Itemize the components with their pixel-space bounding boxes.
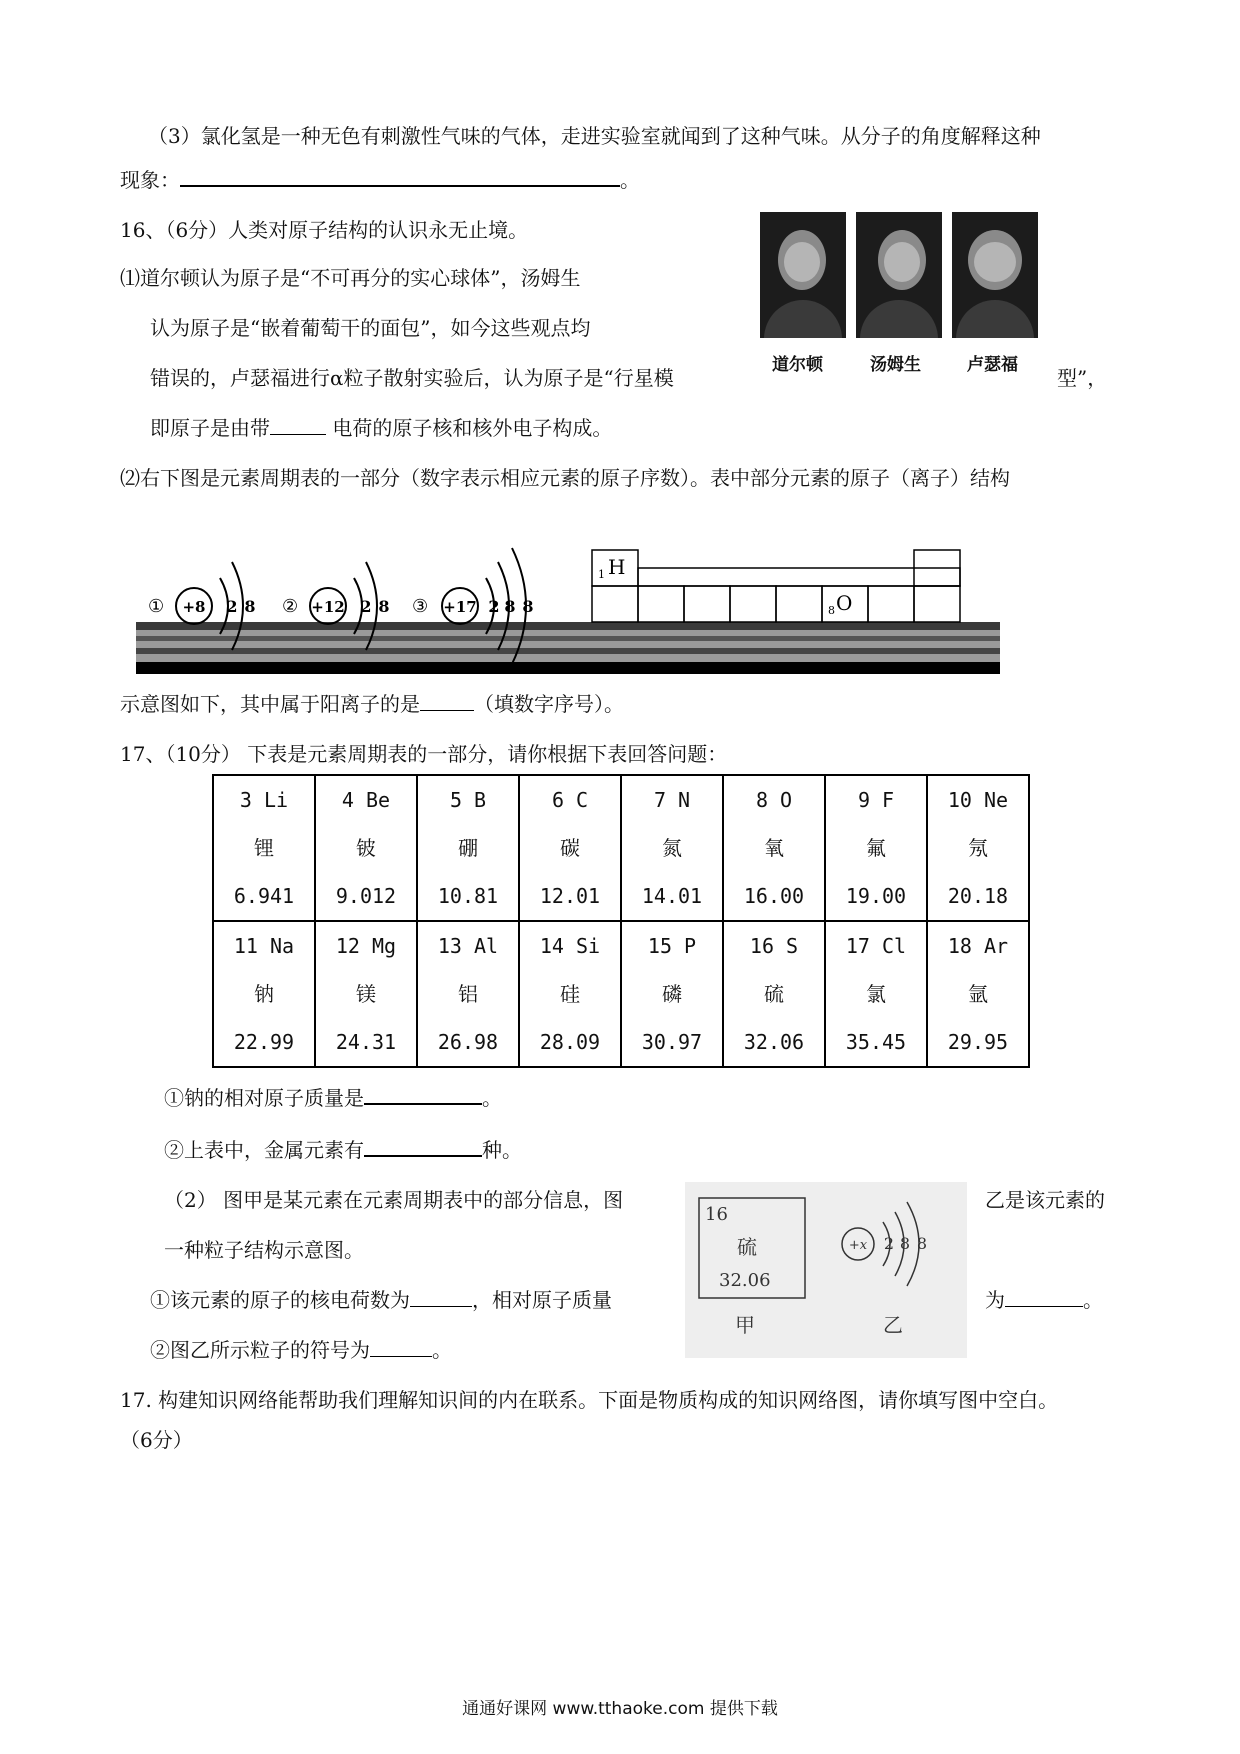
element-name: 氯 [866,982,886,1006]
nucleus-charge: +17 [443,598,477,616]
answer-blank[interactable] [364,1083,482,1105]
q15-3-prefix: 现象： [120,168,180,192]
element-name: 镁 [356,982,376,1006]
q17-p2-line3-tail-suffix: 。 [1083,1288,1103,1312]
q17-p2-line3-tail [985,1284,1103,1313]
element-mass: 30.97 [641,1030,703,1054]
photo-caption: 汤姆生 [870,355,921,375]
q16-p1-line4-prefix: 即原子是由带 [150,416,270,440]
element-number-symbol: 14 Si [539,934,601,958]
q17-p2-line3 [150,1284,612,1313]
q17-s1-suffix: 。 [482,1086,502,1110]
element-number: 1 [598,568,605,581]
q17-s2-prefix: ②上表中，金属元素有 [164,1138,364,1162]
nucleus-charge: +x [848,1238,868,1253]
element-name: 钠 [254,982,274,1006]
q15-3-line2 [120,164,640,193]
element-number-symbol: 16 S [749,934,799,958]
answer-blank[interactable] [370,1336,432,1357]
q17-s1-prefix: ①钠的相对原子质量是 [164,1086,364,1110]
q17-p2-line2: 一种粒子结构示意图。 [164,1238,364,1262]
q16-p2-line1: ⑵右下图是元素周期表的一部分（数字表示相应元素的原子序数）。表中部分元素的原子（离子）结构 [120,466,1010,490]
table-row [213,921,1029,1067]
q17-p2-line3-prefix: ①该元素的原子的核电荷数为 [150,1288,410,1312]
q16-p1-line4 [150,412,612,441]
q17-s2-suffix: 种。 [482,1138,522,1162]
element-mass: 22.99 [233,1030,295,1054]
q16-p2-line2-suffix: （填数字序号）。 [474,692,624,716]
thomson-photo [856,212,942,338]
element-cell [315,775,417,921]
element-mass: 28.09 [539,1030,601,1054]
element-cell [825,775,927,921]
atom-label: ③ [412,596,429,617]
periodic-table [212,774,1030,1068]
answer-blank[interactable] [410,1286,472,1307]
q17-p2-line4 [150,1334,452,1363]
element-name: 硫 [764,982,784,1006]
periodic-table-outline [592,550,960,622]
element-number-symbol: 8 O [755,788,793,812]
nucleus-charge: +12 [311,598,345,616]
element-name: 硅 [560,982,580,1006]
element-card-number: 16 [705,1204,728,1225]
element-cell [213,775,315,921]
element-mass: 32.06 [743,1030,805,1054]
element-name: 碳 [560,836,580,860]
q17-p2-line1-tail: 乙是该元素的 [985,1188,1105,1212]
answer-blank[interactable] [1005,1286,1083,1307]
element-cell [621,921,723,1067]
shell-electrons: 8 [522,597,534,616]
element-number-symbol: 12 Mg [335,934,397,958]
element-name: 氩 [968,982,988,1006]
element-number-symbol: 15 P [647,934,697,958]
element-number-symbol: 18 Ar [947,934,1009,958]
shell-electrons: 2 [226,597,238,616]
element-cell [417,921,519,1067]
shell-electrons: 8 [899,1234,911,1253]
figure-label-a: 甲 [735,1313,755,1337]
element-mass: 20.18 [947,884,1009,908]
element-number-symbol: 13 Al [437,934,499,958]
element-mass: 9.012 [335,884,397,908]
sulfur-figure [685,1182,967,1358]
shell-electrons: 8 [378,597,390,616]
q17-p2-line3-mid: ，相对原子质量 [472,1288,612,1312]
dalton-photo [760,212,846,338]
q17b-line1: 17. 构建知识网络能帮助我们理解知识间的内在联系。下面是物质构成的知识网络图，请你填写图中空白。 [120,1388,1059,1412]
element-number-symbol: 6 C [551,788,589,812]
element-name: 氧 [764,836,784,860]
element-number-symbol: 5 B [449,788,487,812]
q16-title: 16、（6分）人类对原子结构的认识永无止境。 [120,218,529,242]
element-number-symbol: 4 Be [341,788,391,812]
element-cell [213,921,315,1067]
element-number-symbol: 7 N [653,788,691,812]
element-cell [417,775,519,921]
element-name: 硼 [458,836,478,860]
element-number: 8 [828,604,835,617]
element-number-symbol: 17 Cl [845,934,907,958]
element-cell [519,775,621,921]
element-mass: 29.95 [947,1030,1009,1054]
rutherford-photo [952,212,1038,338]
element-mass: 10.81 [437,884,499,908]
element-mass: 26.98 [437,1030,499,1054]
q17-title: 17、（10分） 下表是元素周期表的一部分，请你根据下表回答问题： [120,742,728,766]
element-cell [723,775,825,921]
shell-electrons: 2 [488,597,500,616]
q16-p1-line1: ⑴道尔顿认为原子是“不可再分的实心球体”，汤姆生 [120,266,581,290]
element-mass: 35.45 [845,1030,907,1054]
q17b-line2: （6分） [120,1428,193,1452]
q17-p2-line4-suffix: 。 [432,1338,452,1362]
element-cell [519,921,621,1067]
element-name: 磷 [662,982,682,1006]
q16-p2-line2-prefix: 示意图如下，其中属于阳离子的是 [120,692,420,716]
scan-bottom-bar [136,662,1000,674]
atom-label: ① [148,596,165,617]
element-symbol: O [836,591,853,615]
element-card-name: 硫 [737,1235,757,1259]
element-name: 铍 [356,836,376,860]
answer-blank[interactable] [420,690,474,711]
atom-structure-diagram [136,528,1000,676]
element-mass: 24.31 [335,1030,397,1054]
element-mass: 6.941 [233,884,295,908]
nucleus-charge: +8 [182,598,206,616]
figure-label-b: 乙 [883,1313,903,1337]
shell-electrons: 2 [883,1234,895,1253]
q17-p2-line1: （2） 图甲是某元素在元素周期表中的部分信息，图 [164,1188,624,1212]
q16-p2-line2 [120,688,624,717]
element-cell [723,921,825,1067]
element-cell [927,921,1029,1067]
q17-s2 [164,1134,522,1163]
q17-p2-line3-tail-prefix: 为 [985,1288,1005,1312]
element-name: 氖 [968,836,988,860]
q16-p1-line4-suffix: 电荷的原子核和核外电子构成。 [332,416,613,440]
element-cell [825,921,927,1067]
element-symbol: H [608,555,626,579]
page-footer: 通通好课网 www.tthaoke.com 提供下载 [462,1699,778,1719]
answer-blank[interactable] [364,1135,482,1157]
element-number-symbol: 10 Ne [947,788,1009,812]
shell-electrons: 2 [360,597,372,616]
element-number-symbol: 3 Li [239,788,289,812]
element-mass: 12.01 [539,884,601,908]
element-name: 氮 [662,836,682,860]
answer-blank[interactable] [270,414,326,435]
element-name: 铝 [458,982,478,1006]
photo-caption: 卢瑟福 [967,355,1018,375]
q16-p1-line3: 错误的，卢瑟福进行α粒子散射实验后，认为原子是“行星模 [150,366,674,390]
shell-electrons: 8 [504,597,516,616]
element-mass: 14.01 [641,884,703,908]
photo-caption: 道尔顿 [772,355,823,375]
q17-s1 [164,1082,502,1111]
answer-blank[interactable] [180,165,620,187]
element-name: 氟 [866,836,886,860]
shell-electrons: 8 [916,1234,928,1253]
q15-3-suffix: 。 [620,168,640,192]
element-mass: 19.00 [845,884,907,908]
element-mass: 16.00 [743,884,805,908]
q17-p2-line4-prefix: ②图乙所示粒子的符号为 [150,1338,370,1362]
element-number-symbol: 11 Na [233,934,295,958]
element-card-mass: 32.06 [719,1270,771,1291]
table-row [213,775,1029,921]
element-number-symbol: 9 F [857,788,895,812]
q16-p1-line2: 认为原子是“嵌着葡萄干的面包”，如今这些观点均 [150,316,591,340]
q15-3-line1: （3）氯化氢是一种无色有刺激性气味的气体，走进实验室就闻到了这种气味。从分子的角度解释这种 [148,124,1041,148]
atom-label: ② [282,596,299,617]
element-cell [315,921,417,1067]
shell-electrons: 8 [244,597,256,616]
element-cell [927,775,1029,921]
element-name: 锂 [254,836,274,860]
q16-p1-line3-tail: 型”， [1057,366,1108,390]
element-cell [621,775,723,921]
